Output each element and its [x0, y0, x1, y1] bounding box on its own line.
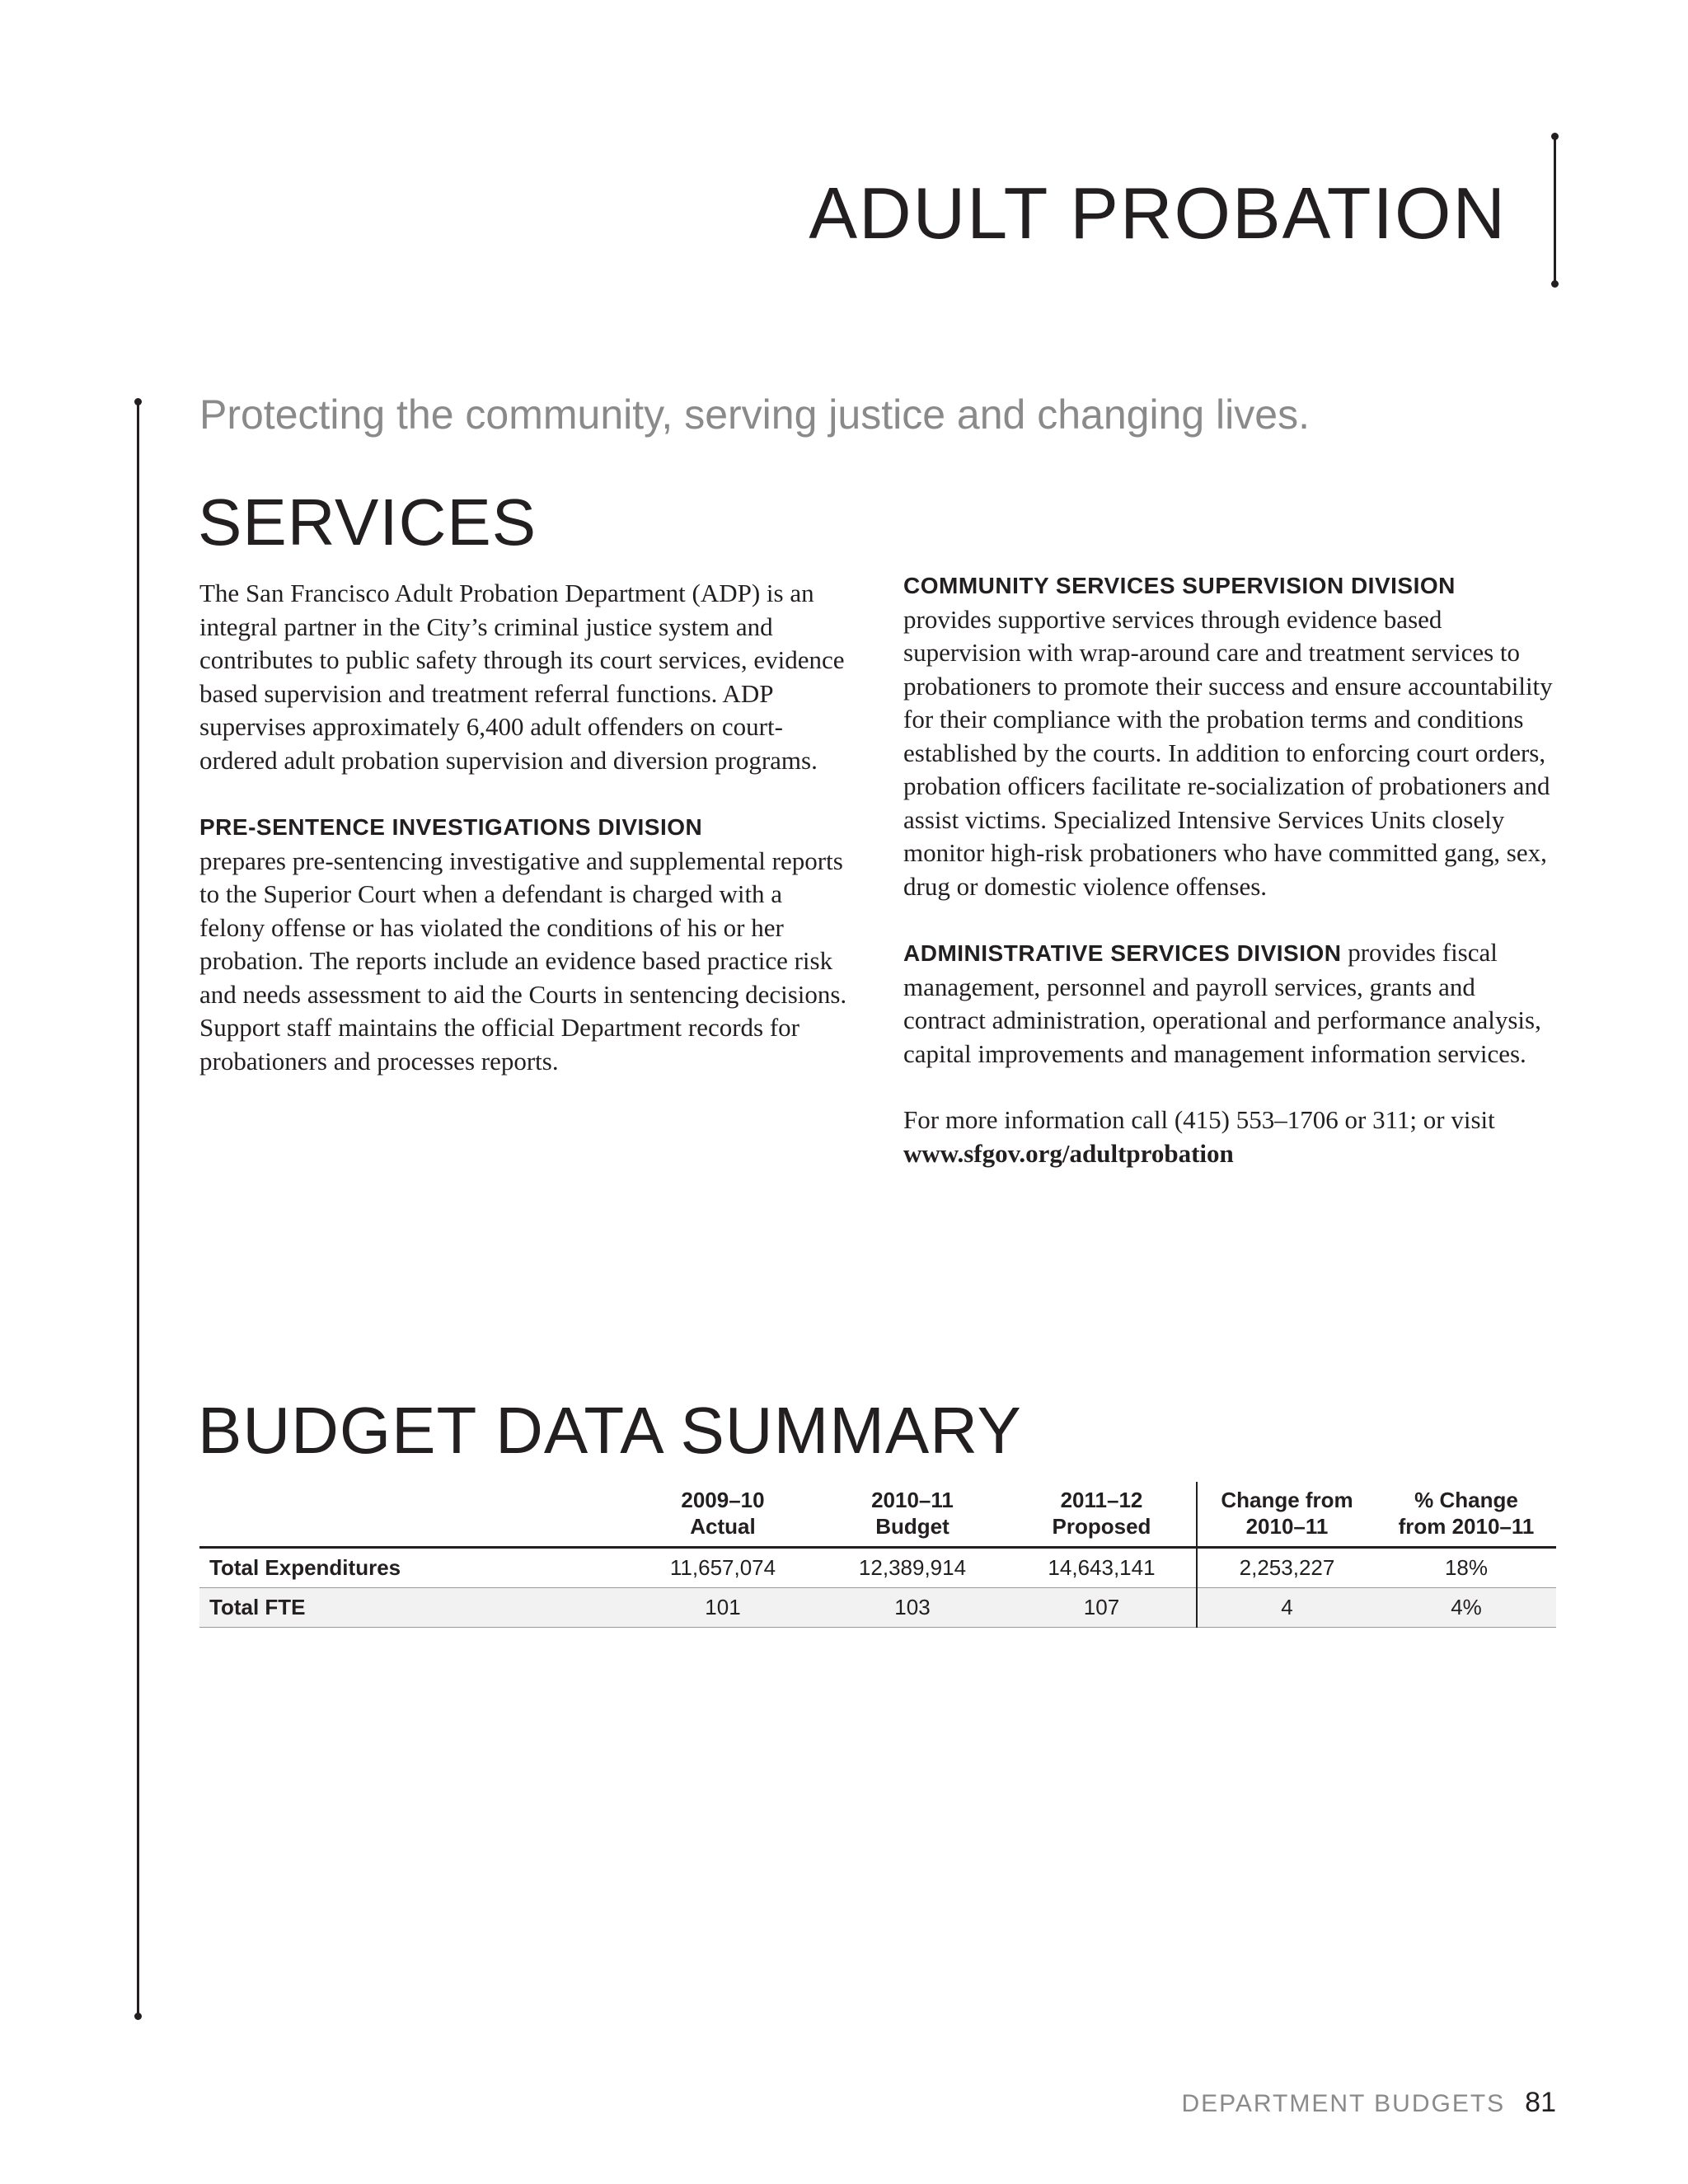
tagline: Protecting the community, serving justice and changing lives. — [199, 391, 1310, 438]
division-administrative — [903, 936, 1563, 1071]
column-header: 2011–12 Proposed — [1007, 1482, 1197, 1548]
division-description: prepares pre-sentencing investigative and supplemental reports to the Superior Court when a defendant is charged with a felony offense or has violated the conditions of his or her probation. The reports include an evidence based practice risk and needs assessment to aid the Courts in sentencing decisions. Support staff maintains the official Department records for probationers and processes reports. — [199, 846, 847, 1076]
table-cell: 11,657,074 — [628, 1548, 818, 1588]
table-row — [199, 1548, 1556, 1588]
table-cell: 2,253,227 — [1197, 1548, 1376, 1588]
division-name: PRE-SENTENCE INVESTIGATIONS DIVISION — [199, 814, 703, 840]
division-description: provides fiscal management, personnel and payroll services, grants and contract administration, operational and performance analysis, capital improvements and management information services. — [903, 938, 1541, 1068]
services-heading: SERVICES — [198, 485, 537, 559]
footer-section-label: DEPARTMENT BUDGETS — [1181, 2090, 1506, 2117]
division-description: provides supportive services through evidence based supervision with wrap-around care and treatment services to probationers to promote their success and ensure accountability for their compliance with the probation terms and conditions established by the courts. In addition to enforcing court orders, probation officers facilitate re-socialization of probationers and assist victims. Specialized Intensive Services Units closely monitor high-risk probationers who have committed gang, sex, drug or domestic violence offenses. — [903, 604, 1553, 901]
table-cell: 4% — [1376, 1588, 1556, 1628]
division-pre-sentence — [199, 810, 851, 1078]
table-cell: 18% — [1376, 1548, 1556, 1588]
column-header: Change from 2010–11 — [1197, 1482, 1376, 1548]
row-label: Total Expenditures — [199, 1548, 628, 1588]
division-name: COMMUNITY SERVICES SUPERVISION DIVISION — [903, 573, 1456, 598]
table-cell: 103 — [818, 1588, 1007, 1628]
table-header-row — [199, 1482, 1556, 1548]
budget-heading: BUDGET DATA SUMMARY — [198, 1394, 1022, 1467]
table-row — [199, 1588, 1556, 1628]
page-number: 81 — [1525, 2087, 1556, 2118]
division-name: ADMINISTRATIVE SERVICES DIVISION — [903, 940, 1342, 966]
column-header: % Change from 2010–11 — [1376, 1482, 1556, 1548]
table-cell: 14,643,141 — [1007, 1548, 1197, 1588]
budget-table — [199, 1482, 1556, 1628]
table-cell: 101 — [628, 1588, 818, 1628]
contact-text: For more information call (415) 553–1706 or 311; or visit — [903, 1105, 1495, 1134]
title-rule-decoration — [1554, 136, 1556, 284]
table-cell: 4 — [1197, 1588, 1376, 1628]
services-left-column — [199, 577, 851, 1078]
header-label-cell — [199, 1482, 628, 1548]
table-cell: 12,389,914 — [818, 1548, 1007, 1588]
services-intro: The San Francisco Adult Probation Department (ADP) is an integral partner in the City’s criminal justice system and contributes to public safety through its court services, evidence based supervision and treatment referral functions. ADP supervises approximately 6,400 adult offenders on court-ordered adult probation supervision and diversion programs. — [199, 579, 845, 775]
page-rule-decoration — [137, 401, 139, 2017]
page-title: ADULT PROBATION — [809, 172, 1507, 254]
column-header: 2009–10 Actual — [628, 1482, 818, 1548]
row-label: Total FTE — [199, 1588, 628, 1628]
page-footer — [1181, 2087, 1556, 2119]
column-header: 2010–11 Budget — [818, 1482, 1007, 1548]
division-community-services — [903, 569, 1563, 903]
services-right-column — [903, 569, 1563, 1170]
website-link[interactable]: www.sfgov.org/adultprobation — [903, 1138, 1234, 1168]
contact-info — [903, 1104, 1563, 1170]
table-cell: 107 — [1007, 1588, 1197, 1628]
